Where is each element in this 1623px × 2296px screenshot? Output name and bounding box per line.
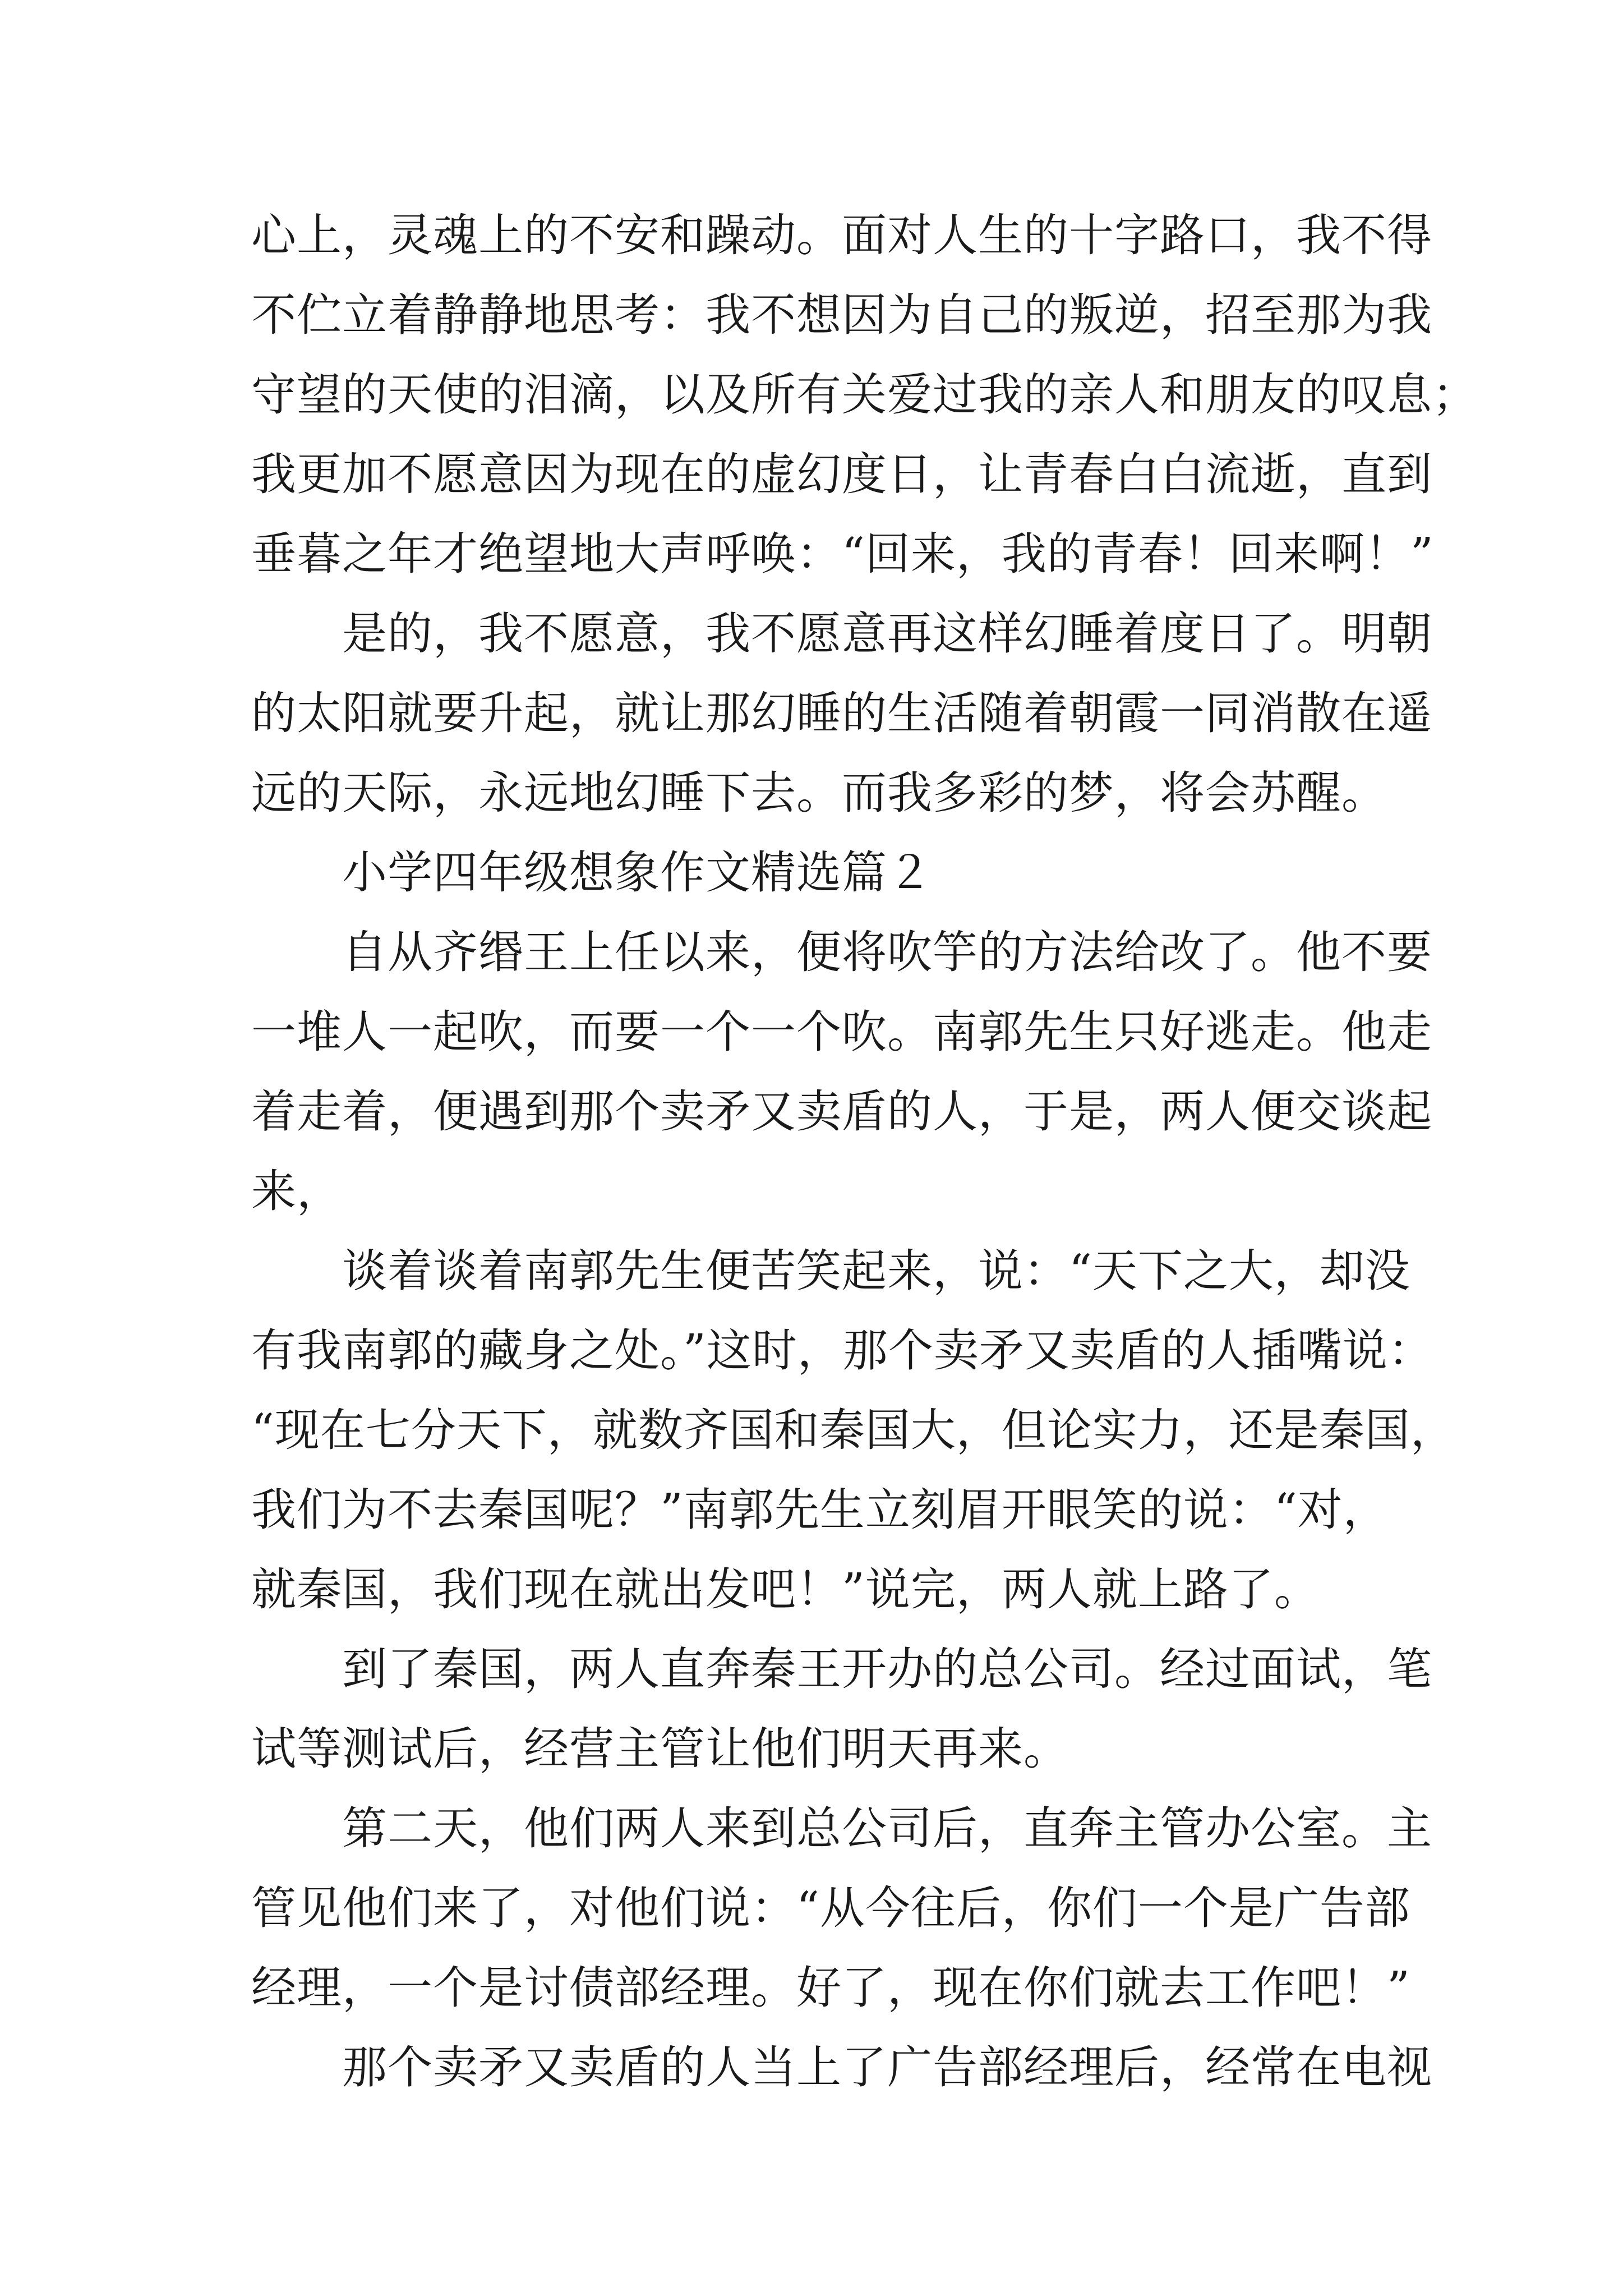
text-line: 心上，灵魂上的不安和躁动。面对人生的十字路口，我不得	[251, 209, 1432, 261]
section-heading: 小学四年级想象作文精选篇２	[342, 846, 933, 899]
paragraph-start-line: 那个卖矛又卖盾的人当上了广告部经理后，经常在电视	[342, 2041, 1432, 2093]
text-line: 试等测试后，经营主管让他们明天再来。	[251, 1723, 1069, 1775]
text-line: 着走着，便遇到那个卖矛又卖盾的人，于是，两人便交谈起	[251, 1085, 1432, 1138]
paragraph-start-line: 第二天，他们两人来到总公司后，直奔主管办公室。主	[342, 1802, 1432, 1855]
text-line: “现在七分天下，就数齐国和秦国大，但论实力，还是秦国，	[251, 1404, 1456, 1456]
text-line: 一堆人一起吹，而要一个一个吹。南郭先生只好逃走。他走	[251, 1006, 1432, 1058]
paragraph-start-line: 是的，我不愿意，我不愿意再这样幻睡着度日了。明朝	[342, 608, 1432, 660]
text-line: 来，	[251, 1165, 342, 1217]
text-line: 守望的天使的泪滴，以及所有关爱过我的亲人和朋友的叹息；	[251, 369, 1478, 421]
paragraph-start-line: 自从齐缗王上任以来，便将吹竽的方法给改了。他不要	[342, 926, 1432, 978]
text-line: 就秦国，我们现在就出发吧！”说完，两人就上路了。	[251, 1563, 1320, 1616]
text-line: 有我南郭的藏身之处。”这时，那个卖矛又卖盾的人插嘴说：	[251, 1324, 1433, 1377]
text-line: 我们为不去秦国呢？”南郭先生立刻眉开眼笑的说：“对，	[251, 1484, 1389, 1536]
text-line: 我更加不愿意因为现在的虚幻度日，让青春白白流逝，直到	[251, 448, 1432, 500]
text-line: 远的天际，永远地幻睡下去。而我多彩的梦，将会苏醒。	[251, 767, 1387, 819]
paragraph-start-line: 谈着谈着南郭先生便苦笑起来，说：“天下之大，却没	[342, 1245, 1410, 1297]
text-line: 不伫立着静静地思考：我不想因为自己的叛逆，招至那为我	[251, 289, 1432, 341]
text-line: 垂暮之年才绝望地大声呼唤：“回来，我的青春！回来啊！”	[251, 528, 1434, 580]
text-line: 管见他们来了，对他们说：“从今往后，你们一个是广告部	[251, 1882, 1410, 1934]
paragraph-start-line: 到了秦国，两人直奔秦王开办的总公司。经过面试，笔	[342, 1643, 1432, 1695]
text-line: 的太阳就要升起，就让那幻睡的生活随着朝霞一同消散在遥	[251, 687, 1432, 739]
text-line: 经理，一个是讨债部经理。好了，现在你们就去工作吧！”	[251, 1962, 1410, 2014]
